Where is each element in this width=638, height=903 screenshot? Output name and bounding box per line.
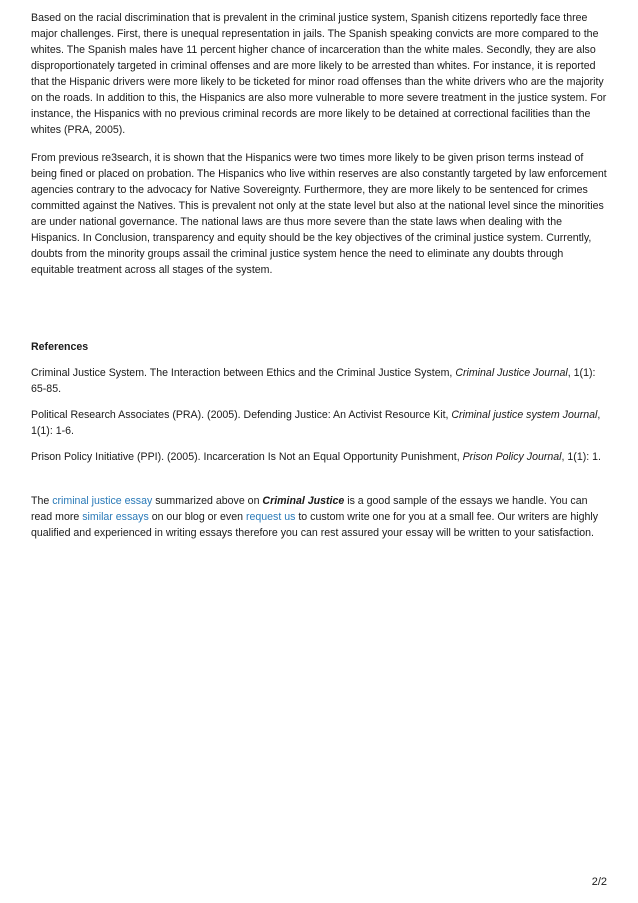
body-paragraph-1: Based on the racial discrimination that is prevalent in the criminal justice system, Spanish citizens reportedly face three major challenges. First, there is unequal representation in jails. The Spanish speaking convicts are more compared to the whites. The Spanish males have 11 percent higher chance of incarceration than the white males. Secondly, they are also disproportionately targeted in criminal offenses and are more likely to be arrested than whites. For instance, it is reported that the Hispanic drivers were more likely to be ticketed for minor road offenses than the white drivers who are the majority on the roads. In addition to this, the Hispanics are also more vulnerable to more severe treatment in the justice system. For instance, the Hispanics with no previous criminal records are more likely to be detained at correctional facilities than the whites (PRA, 2005).: [31, 12, 607, 136]
reference-journal-2: Criminal justice system Journal: [451, 409, 598, 421]
request-us-link[interactable]: request us: [245, 511, 296, 523]
reference-item-2: Political Research Associates (PRA). (2005). Defending Justice: An Activist Resource Kit, Criminal justice system Journal, 1(1): 1-6.: [31, 409, 601, 437]
essay-topic: Criminal Justice: [262, 495, 345, 507]
page-number: 2/2: [591, 876, 607, 888]
reference-journal-3: Prison Policy Journal: [462, 451, 562, 463]
reference-journal-1: Criminal Justice Journal: [455, 367, 568, 379]
references-heading: References: [31, 341, 89, 353]
reference-item-1: Criminal Justice System. The Interaction between Ethics and the Criminal Justice System, Criminal Justice Journal, 1(1): 65-85.: [31, 367, 596, 395]
similar-essays-link[interactable]: similar essays: [82, 511, 149, 523]
body-paragraph-2: From previous re3search, it is shown that the Hispanics were two times more likely to be given prison terms instead of being fined or placed on probation. The Hispanics who live within reserves are also constantly targeted by law enforcement agencies contrary to the advocacy for Native Sovereignty. Furthermore, they are more likely to be sentenced for crimes committed against the Natives. This is prevalent not only at the state level but also at the national level since the minorities are under national governance. The national laws are thus more severe than the state laws when dealing with the Hispanics. In Conclusion, transparency and equity should be the key objectives of the criminal justice system. Currently, doubts from the minority groups assail the criminal justice system hence the need to eliminate any doubts through equitable treatment across all stages of the system.: [31, 152, 607, 276]
criminal-justice-essay-link[interactable]: criminal justice essay: [52, 495, 153, 507]
section-spacer: [31, 290, 609, 339]
closing-paragraph: The criminal justice essay summarized above on Criminal Justice is a good sample of the essays we handle. You can read more similar essays on our blog or even request us to custom write one for you at a small fee. Our writers are highly qualified and experienced in writing essays therefore you can rest assured your essay will be written to your satisfaction.: [31, 495, 599, 539]
document-page: [31, 10, 609, 541]
reference-item-3: Prison Policy Initiative (PPI). (2005). Incarceration Is Not an Equal Opportunity Punishment, Prison Policy Journal, 1(1): 1.: [31, 451, 601, 463]
